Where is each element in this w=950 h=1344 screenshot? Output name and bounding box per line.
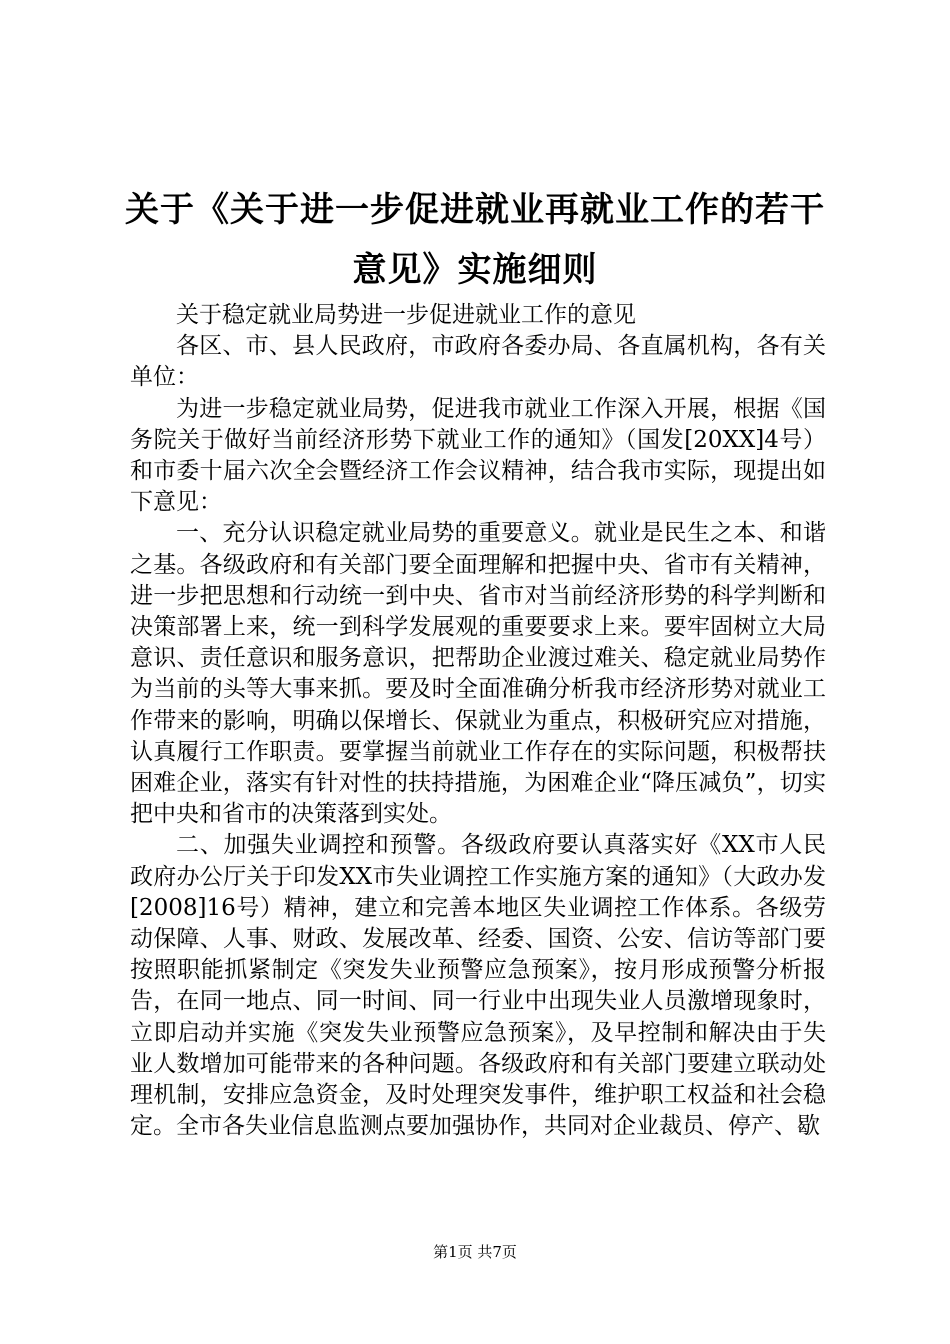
subtitle-paragraph: 关于稳定就业局势进一步促进就业工作的意见: [176, 302, 636, 328]
section-two-paragraph: 二、加强失业调控和预警。各级政府要认真落实好《XX市人民政府办公厅关于印发XX市失业调控工作实施方案的通知》（大政办发[2008]16号）精神，建立和完善本地区失业调控工作体系。各级劳动保障、人事、财政、发展改革、经委、国资、公安、信访等部门要按照职能抓紧制定《突发失业预警应急预案》，按月形成预警分析报告，在同一地点、同一时间、同一行业中出现失业人员激增现象时，立即启动并实施《突发失业预警应急预案》，及早控制和解决由于失业人数增加可能带来的各种问题。各级政府和有关部门要建立联动处理机制，安排应急资金，及时处理突发事件，维护职工权益和社会稳定。全市各失业信息监测点要加强协作，共同对企业裁员、停产、歇: [130, 832, 826, 1140]
document-title: [120, 180, 830, 300]
page-number-footer: 第1页 共7页: [433, 1243, 517, 1261]
document-body: [130, 300, 826, 1142]
title-line-2: 意见》实施细则: [352, 250, 598, 290]
addressee-paragraph: 各区、市、县人民政府，市政府各委办局、各直属机构，各有关单位：: [130, 333, 826, 391]
intro-paragraph: 为进一步稳定就业局势，促进我市就业工作深入开展，根据《国务院关于做好当前经济形势下就业工作的通知》（国发[20XX]4号）和市委十届六次全会暨经济工作会议精神，结合我市实际，现提出如下意见：: [130, 395, 826, 516]
section-one-paragraph: 一、充分认识稳定就业局势的重要意义。就业是民生之本、和谐之基。各级政府和有关部门要全面理解和把握中央、省市有关精神，进一步把思想和行动统一到中央、省市对当前经济形势的科学判断和决策部署上来，统一到科学发展观的重要要求上来。要牢固树立大局意识、责任意识和服务意识，把帮助企业渡过难关、稳定就业局势作为当前的头等大事来抓。要及时全面准确分析我市经济形势对就业工作带来的影响，明确以保增长、保就业为重点，积极研究应对措施，认真履行工作职责。要掌握当前就业工作存在的实际问题，积极帮扶困难企业，落实有针对性的扶持措施，为困难企业“降压减负”，切实把中央和省市的决策落到实处。: [130, 520, 826, 828]
title-line-1: 关于《关于进一步促进就业再就业工作的若干: [125, 190, 825, 230]
